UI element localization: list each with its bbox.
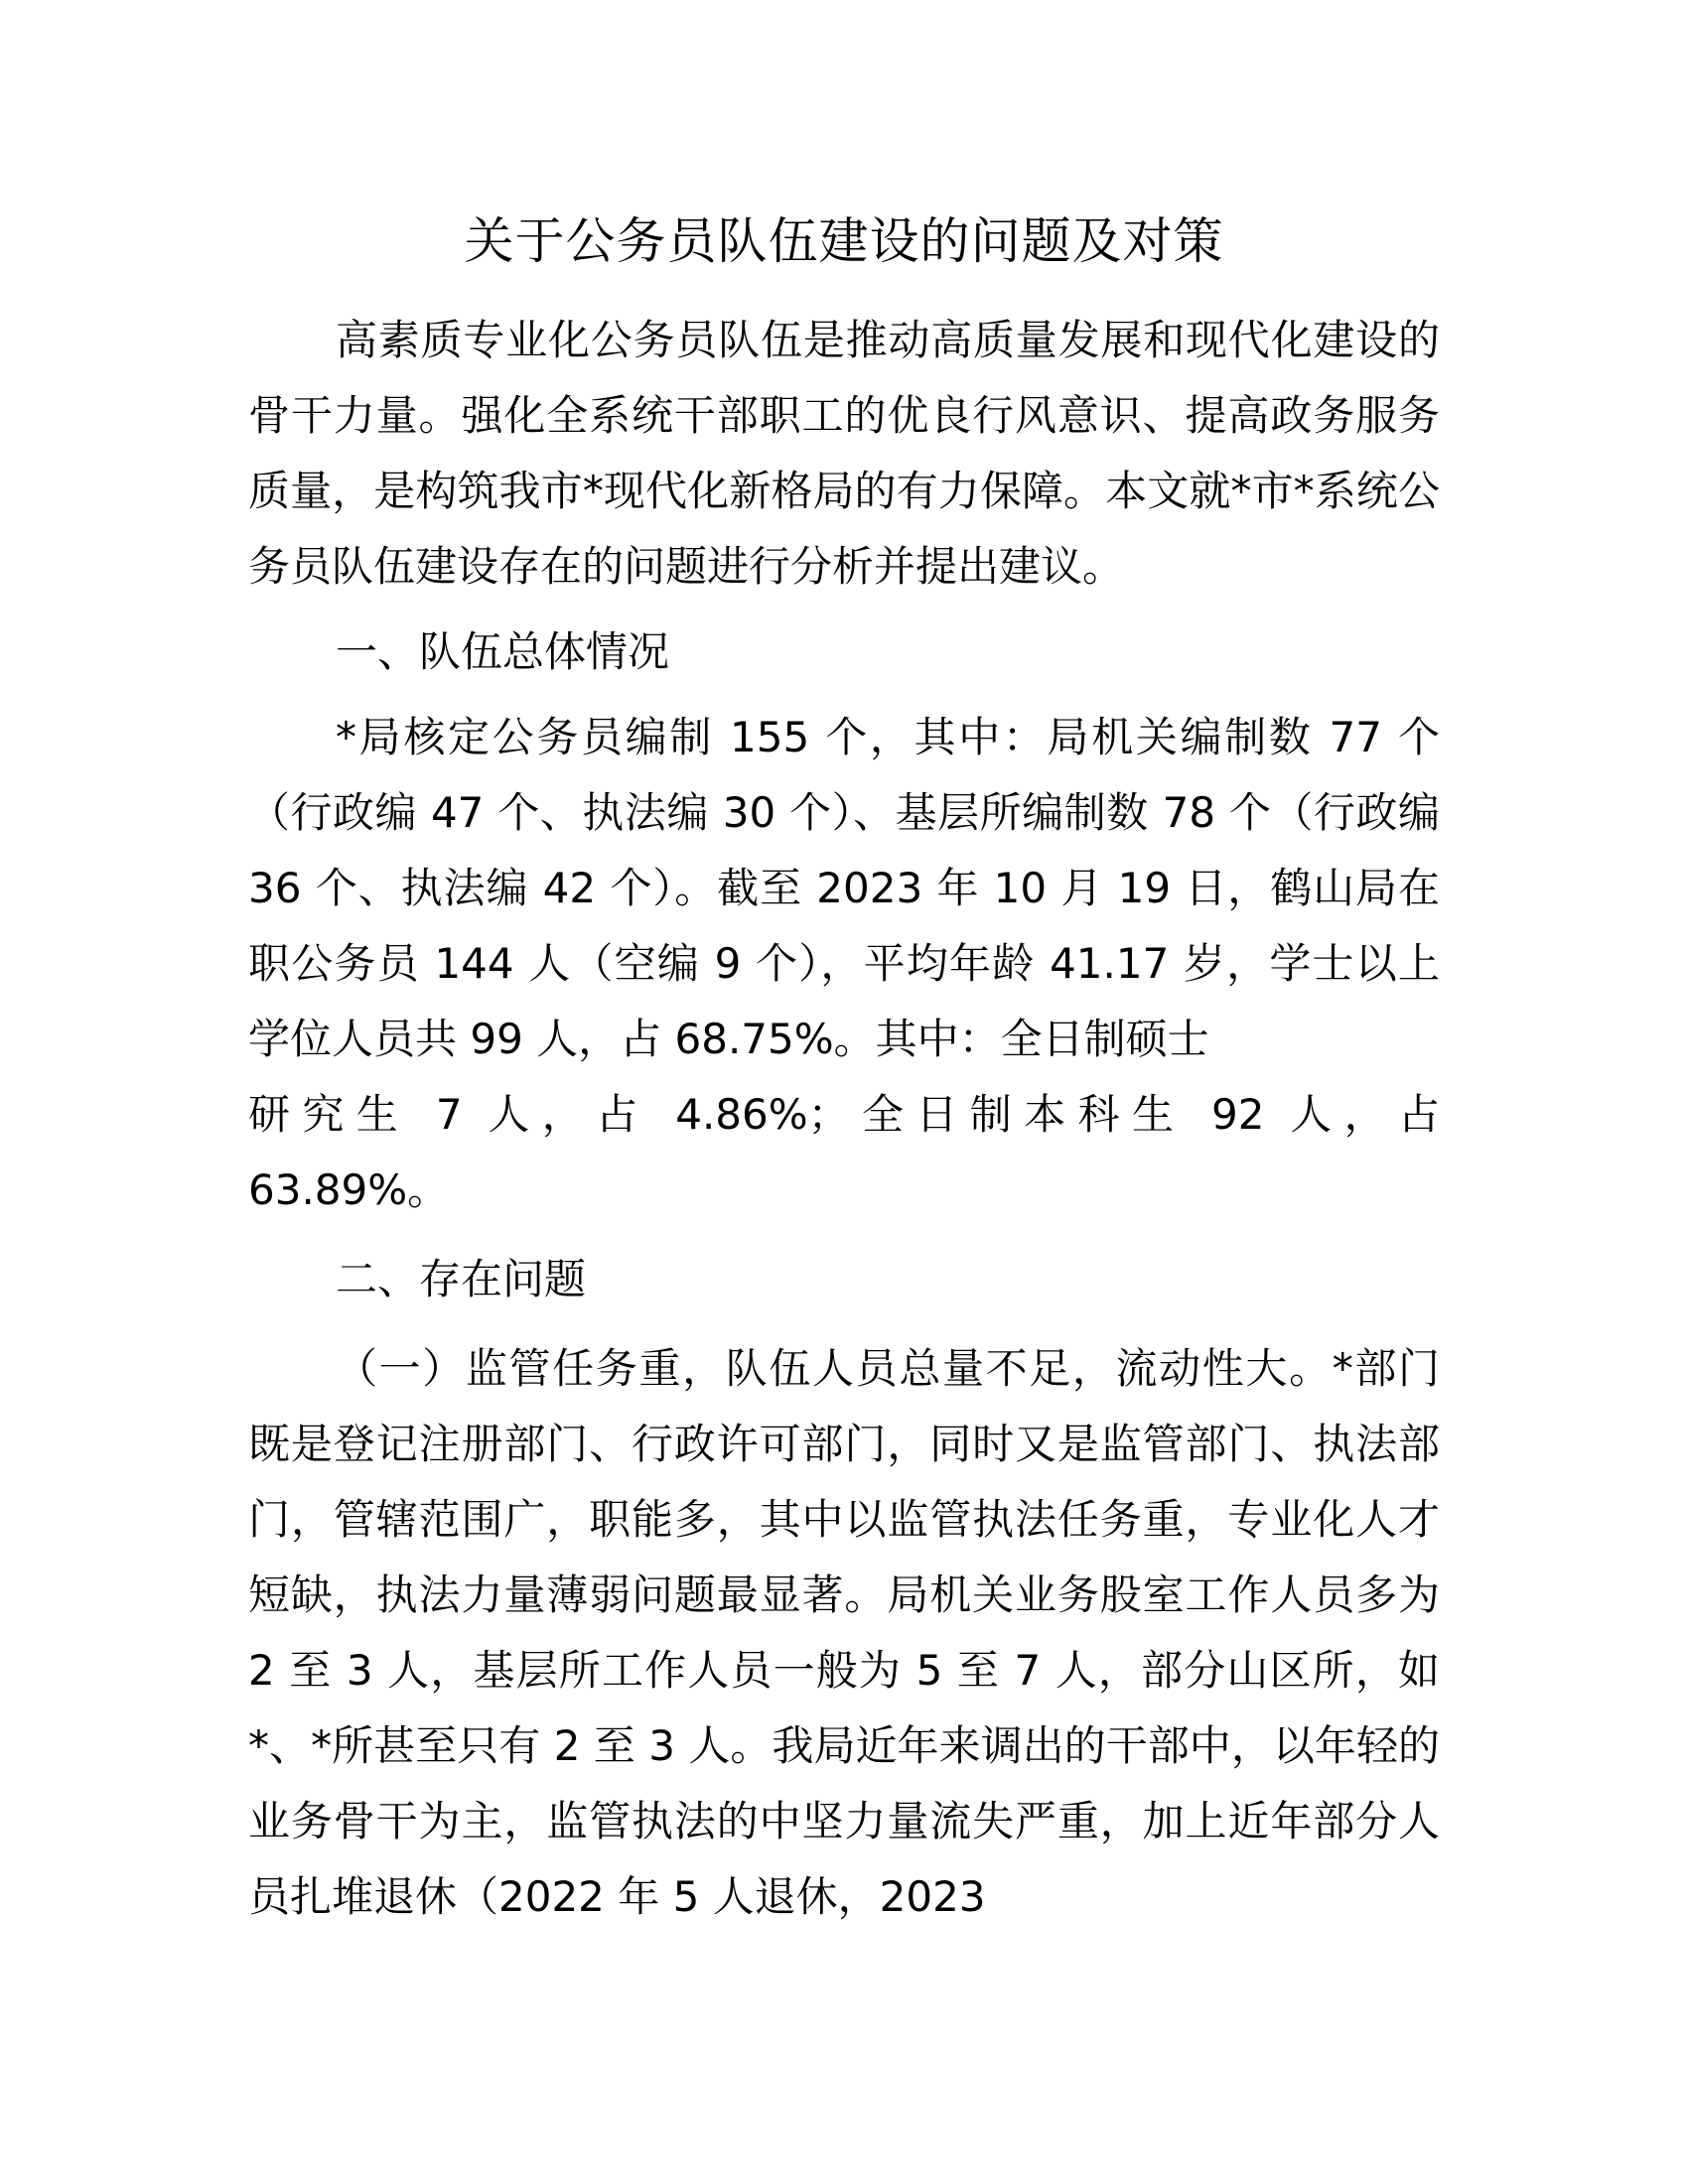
document-title: 关于公务员队伍建设的问题及对策 [464, 212, 1224, 270]
intro-paragraph: 高素质专业化公务员队伍是推动高质量发展和现代化建设的骨干力量。强化全系统干部职工的优良行风意识、提高政务服务质量，是构筑我市*现代化新格局的有力保障。本文就*市*系统公务员队伍建设存在的问题进行分析并提出建议。 [248, 316, 1440, 591]
overview-paragraph-end: 63.89%。 [248, 1165, 450, 1214]
document-body [248, 303, 1440, 1935]
section-heading-overview: 一、队伍总体情况 [336, 627, 670, 676]
problem-item-1-paragraph: （一）监管任务重，队伍人员总量不足，流动性大。*部门既是登记注册部门、行政许可部门，同时又是监管部门、执法部门，管辖范围广，职能多，其中以监管执法任务重，专业化人才短缺，执法力量薄弱问题最显著。局机关业务股室工作人员多为 2 至 3 人，基层所工作人员一般为 5 至 7 人，部分山区所，如*、*所甚至只有 2 至 3 人。我局近年来调出的干部中，以年轻的业务骨干为主，监管执法的中坚力量流失严重，加上近年部分人员扎堆退休（2022 年 5 人退休，2023 [248, 1344, 1440, 1921]
overview-paragraph: *局核定公务员编制 155 个，其中：局机关编制数 77 个（行政编 47 个、执法编 30 个）、基层所编制数 78 个（行政编 36 个、执法编 42 个）。截至 2023 年 10 月 19 日，鹤山局在职公务员 144 人（空编 9 个），平均年龄 41.17 岁，学士以上学位人员共 99 人，占 68.75%。其中：全日制硕士 [248, 713, 1440, 1063]
overview-paragraph-line: 研究生 7 人，占 4.86%；全日制本科生 92 人，占 [248, 1090, 1440, 1139]
section-heading-problems: 二、存在问题 [336, 1255, 587, 1303]
